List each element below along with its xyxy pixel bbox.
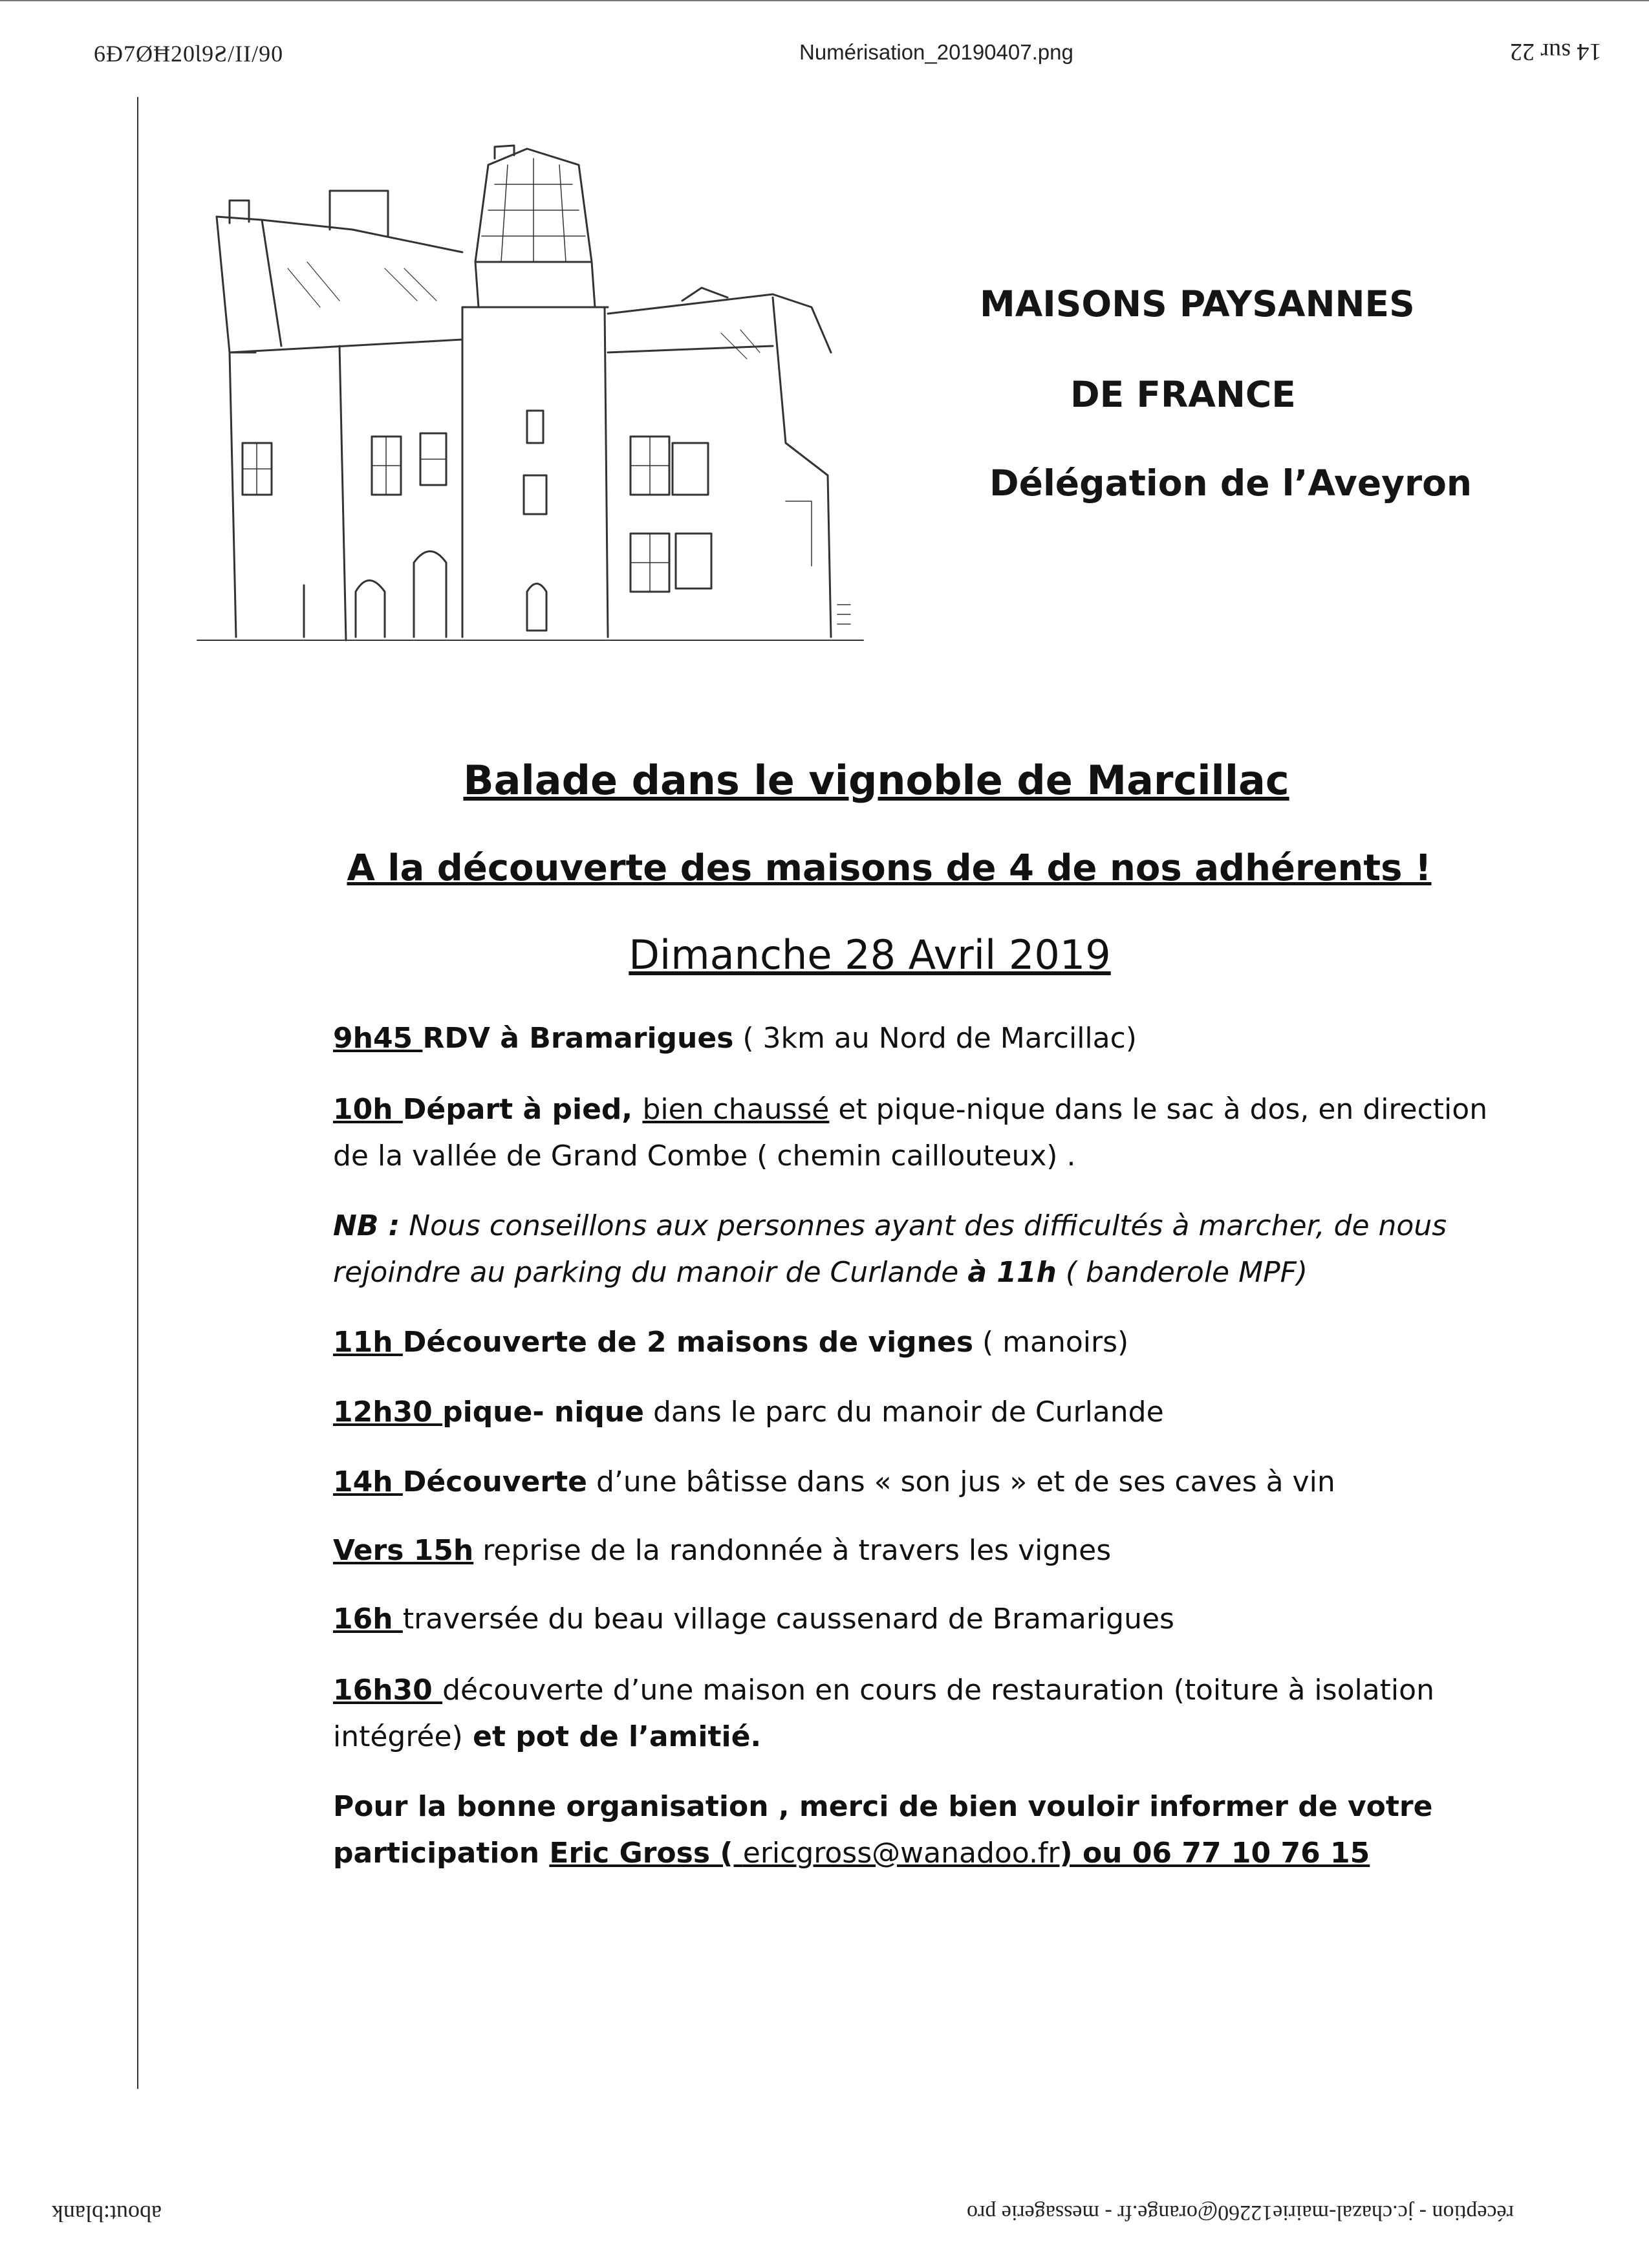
program-text: et pique-nique dans le sac à dos, en direction <box>829 1093 1488 1126</box>
program-item-manoirs <box>333 1319 1458 1366</box>
contact-prefix: participation <box>333 1837 550 1870</box>
program-bold-text: Découverte <box>402 1465 587 1498</box>
contact-email-link[interactable]: ericgross@wanadoo.fr <box>742 1837 1060 1870</box>
program-time: 9h45 <box>333 1022 423 1055</box>
program-time: 11h <box>333 1326 403 1359</box>
program-time: 14h <box>333 1465 403 1498</box>
program-item-piquenique <box>333 1389 1458 1436</box>
note-text-line2: rejoindre au parking du manoir de Curlande <box>333 1256 968 1289</box>
program-text: ( 3km au Nord de Marcillac) <box>733 1022 1137 1055</box>
program-text-line2: de la vallée de Grand Combe ( chemin caillouteux) . <box>333 1139 1076 1172</box>
program-item-restauration <box>333 1667 1458 1760</box>
program-item-rdv <box>333 1015 1458 1062</box>
scan-header-filename: Numérisation_20190407.png <box>799 40 1073 64</box>
note-label: NB : <box>333 1209 400 1242</box>
org-name-line2: DE FRANCE <box>1070 374 1296 415</box>
program-time: 16h30 <box>333 1674 443 1707</box>
program-time: 16h <box>333 1603 403 1636</box>
document-subtitle: A la découverte des maisons de 4 de nos adhérents ! <box>347 847 1432 889</box>
document-title: Balade dans le vignoble de Marcillac <box>463 757 1289 804</box>
scan-header-left: 6Đ7ØĦ20Ɩ9Ƨ/II/90 <box>94 41 284 67</box>
program-text-line2: intégrée) <box>333 1720 463 1753</box>
org-name-line1: MAISONS PAYSANNES <box>980 283 1415 325</box>
event-date: Dimanche 28 Avril 2019 <box>629 931 1111 978</box>
castle-sketch-illustration <box>191 139 870 676</box>
program-bold-text: Découverte de 2 maisons de vignes <box>402 1326 974 1359</box>
program-time: 12h30 <box>333 1396 443 1429</box>
contact-block <box>333 1784 1458 1877</box>
delegation-name: Délégation de l’Aveyron <box>989 462 1472 504</box>
program-text: dans le parc du manoir de Curlande <box>644 1396 1164 1429</box>
program-note <box>333 1203 1458 1296</box>
note-text: Nous conseillons aux personnes ayant des difficultés à marcher, de nous <box>400 1209 1447 1242</box>
contact-phone: ) ou 06 77 10 76 15 <box>1059 1837 1370 1870</box>
note-text-end: ( banderole MPF) <box>1056 1256 1308 1289</box>
program-underline-text: bien chaussé <box>642 1093 830 1126</box>
program-text: traversée du beau village caussenard de Bramarigues <box>402 1603 1174 1636</box>
note-bold-time: à 11h <box>967 1256 1057 1289</box>
program-bold-text: pique- nique <box>442 1396 644 1429</box>
program-bold-text: et pot de l’amitié. <box>462 1720 762 1753</box>
contact-line1: Pour la bonne organisation , merci de bien vouloir informer de votre <box>333 1790 1433 1823</box>
program-item-depart <box>333 1086 1488 1180</box>
program-text: d’une bâtisse dans « son jus » et de ses caves à vin <box>587 1465 1335 1498</box>
contact-name: Eric Gross ( <box>549 1837 743 1870</box>
program-text: ( manoirs) <box>973 1326 1129 1359</box>
program-item-batisse <box>333 1459 1458 1506</box>
program-bold-text: Départ à pied, <box>402 1093 643 1126</box>
scan-margin-line <box>137 97 138 2089</box>
program-bold-text: RDV à Bramarigues <box>422 1022 734 1055</box>
program-time: Vers 15h <box>333 1534 474 1567</box>
program-text: reprise de la randonnée à travers les vignes <box>473 1534 1112 1567</box>
scan-top-edge <box>0 0 1649 1</box>
program-time: 10h <box>333 1093 403 1126</box>
scan-footer-left: about:blank <box>52 2201 162 2227</box>
program-item-reprise <box>333 1528 1458 1574</box>
program-text: découverte d’une maison en cours de restauration (toiture à isolation <box>442 1674 1434 1707</box>
scan-footer-right: réception - jc.chazal-mairie12260@orange.fr - messagerie pro <box>967 2201 1514 2225</box>
program-item-village <box>333 1596 1458 1643</box>
scan-header-page-count: 14 sur 22 <box>1510 38 1602 65</box>
